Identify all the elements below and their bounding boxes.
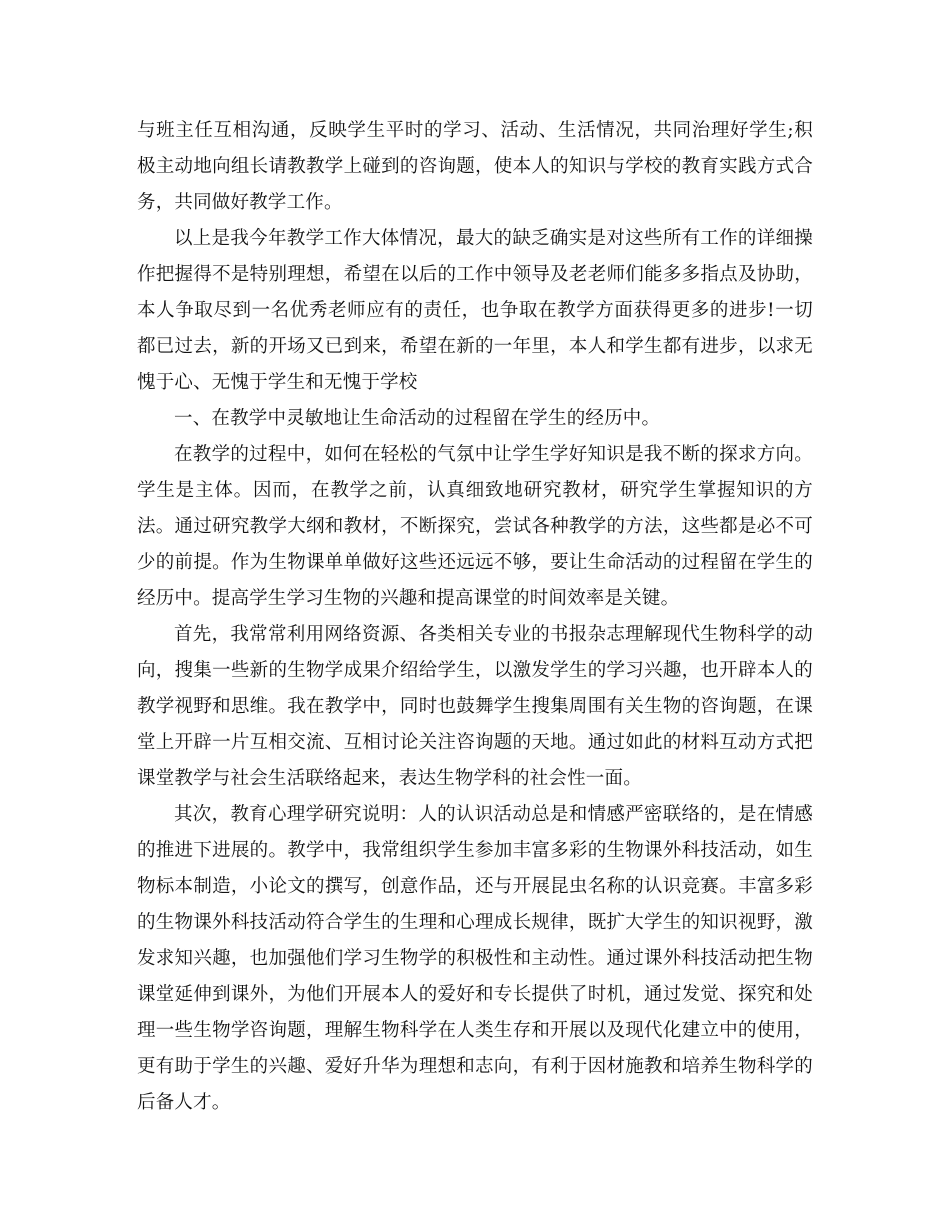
paragraph-second: 其次，教育心理学研究说明：人的认识活动总是和情感严密联络的，是在情感的推进下进展的。教学中，我常组织学生参加丰富多彩的生物课外科技活动，如生物标本制造，小论文的撰写，创意作品，还与开展昆虫名称的认识竞赛。丰富多彩的生物课外科技活动符合学生的生理和心理成长规律，既扩大学生的知识视野，激发求知兴趣，也加强他们学习生物学的积极性和主动性。通过课外科技活动把生物课堂延伸到课外，为他们开展本人的爱好和专长提供了时机，通过发觉、探究和处理一些生物学咨询题，理解生物科学在人类生存和开展以及现代化建立中的使用，更有助于学生的兴趣、爱好升华为理想和志向，有利于因材施教和培养生物科学的后备人才。 xyxy=(137,804,813,1113)
paragraph-first: 首先，我常常利用网络资源、各类相关专业的书报杂志理解现代生物科学的动向，搜集一些新的生物学成果介绍给学生，以激发学生的学习兴趣，也开辟本人的教学视野和思维。我在教学中，同时也鼓舞学生搜集周围有关生物的咨询题，在课堂上开辟一片互相交流、互相讨论关注咨询题的天地。通过如此的材料互动方式把课堂教学与社会生活联络起来，表达生物学科的社会性一面。 xyxy=(137,624,813,789)
paragraph-teaching-process: 在教学的过程中，如何在轻松的气氛中让学生学好知识是我不断的探求方向。学生是主体。因而，在教学之前，认真细致地研究教材，研究学生掌握知识的方法。通过研究教学大纲和教材，不断探究，尝试各种教学的方法，这些都是必不可少的前提。作为生物课单单做好这些还远远不够，要让生命活动的过程留在学生的经历中。提高学生学习生物的兴趣和提高课堂的时间效率是关键。 xyxy=(137,444,813,609)
document-body xyxy=(137,113,813,1121)
paragraph-summary: 以上是我今年教学工作大体情况，最大的缺乏确实是对这些所有工作的详细操作把握得不是特别理想，希望在以后的工作中领导及老老师们能多多指点及协助，本人争取尽到一名优秀老师应有的责任，也争取在教学方面获得更多的进步!一切都已过去，新的开场又已到来，希望在新的一年里，本人和学生都有进步，以求无愧于心、无愧于学生和无愧于学校 xyxy=(137,228,813,393)
section-heading: 一、在教学中灵敏地让生命活动的过程留在学生的经历中。 xyxy=(174,408,661,429)
paragraph-continuation: 与班主任互相沟通，反映学生平时的学习、活动、生活情况，共同治理好学生;积极主动地向组长请教教学上碰到的咨询题，使本人的知识与学校的教育实践方式合务，共同做好教学工作。 xyxy=(137,120,813,213)
